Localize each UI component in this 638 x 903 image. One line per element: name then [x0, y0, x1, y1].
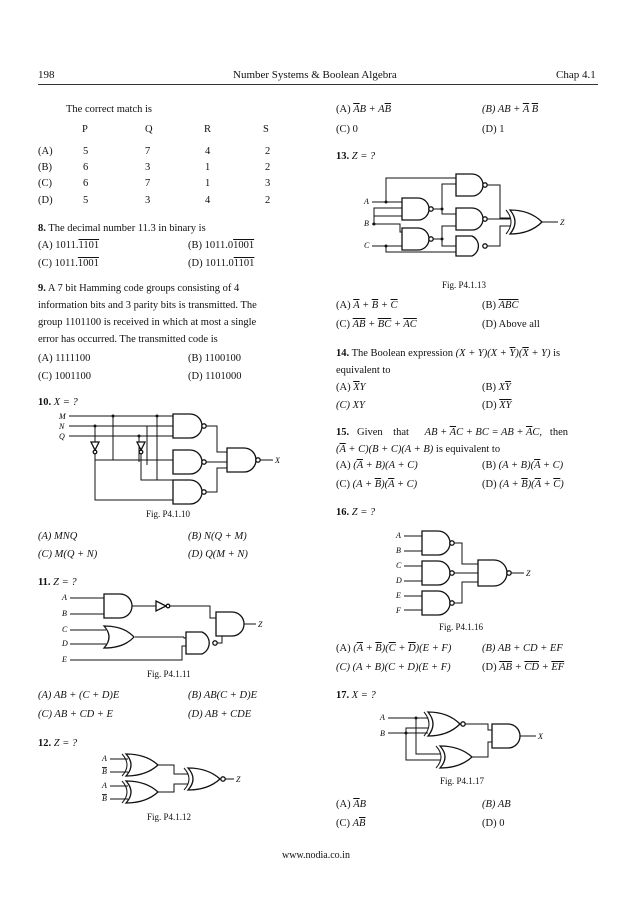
q16-prompt: Z = ?: [351, 507, 376, 518]
q12-option-c: (C) 0: [336, 124, 358, 135]
q11-option-c: (C) AB + CD + E: [38, 709, 113, 720]
q15-option-a: (A) $(\overline{A} + B)(A + C)$: [336, 460, 418, 471]
page-header-title: Number Systems & Boolean Algebra: [233, 69, 397, 81]
q12-stem: [38, 737, 77, 750]
q16-option-b: (B) AB + CD + EF: [482, 643, 563, 654]
q14-option-c: (C) XY: [336, 400, 365, 411]
q10-option-d: (D) Q(M + N): [188, 549, 248, 560]
output-label: Z: [526, 569, 531, 578]
opt-label: (B): [482, 382, 496, 393]
q8-text: The decimal number 11.3 in binary is: [48, 223, 206, 234]
q9-option-c: (C) 1001100: [38, 371, 91, 382]
output-label: Z: [258, 620, 263, 629]
output-label: X: [538, 732, 543, 741]
cell: 4: [205, 195, 211, 206]
q12-option-a: (A) $\overline{A}B + A\overline{B}$: [336, 104, 392, 115]
opt-label: (C): [336, 818, 350, 829]
q8-option-b: [188, 239, 254, 252]
nand-gate: [173, 480, 202, 504]
opt-label: (C): [336, 479, 350, 490]
nand-gate: [173, 450, 202, 474]
q9-option-b: (B) 1100100: [188, 353, 241, 364]
footer-url: www.nodia.co.in: [282, 850, 350, 861]
question-number: 12.: [38, 738, 52, 749]
q12-prompt: Z = ?: [53, 738, 78, 749]
q15-stem: 15. Given that AB + $\overline{A}C$ + BC = AB + $\overline{A}C$, then: [336, 427, 568, 438]
q10-option-c: (C) M(Q + N): [38, 549, 98, 560]
opt-int: 1011.0: [205, 258, 234, 269]
input-label: Q: [59, 432, 65, 441]
q13-prompt: Z = ?: [351, 151, 376, 162]
nand-gate: [173, 414, 202, 438]
input-label: N: [59, 422, 65, 431]
question-number: 9.: [38, 283, 46, 294]
input-label: B: [364, 219, 369, 228]
cell: 2: [265, 195, 271, 206]
opt-label: (D): [482, 662, 497, 673]
q11-stem: [38, 576, 77, 589]
input-label: F: [396, 606, 401, 615]
q8-option-d: [188, 257, 254, 270]
output-label: Z: [236, 775, 241, 784]
xnor-gate: [428, 712, 460, 736]
q10-stem: [38, 396, 78, 409]
row-label: (C): [38, 178, 52, 189]
input-label: C: [364, 241, 370, 250]
question-number: 13.: [336, 151, 350, 162]
q16-option-a: (A) $(\overline{A} + \overline{B})(\overline{C} + \overline{D})(E + F)$: [336, 643, 452, 654]
question-number: 11.: [38, 577, 51, 588]
opt-int: 1011.: [54, 258, 78, 269]
figure-p4-1-10-circuit: [55, 410, 295, 510]
nand-gate: [227, 448, 256, 472]
q14-text: is: [553, 348, 561, 359]
q17-option-c: (C) $A\overline{B}$: [336, 818, 366, 829]
q14-stem: 14. The Boolean expression $(X + Y)(X + \overline{Y})(\overline{X} + Y)$ is: [336, 348, 561, 359]
opt-label: (B) AB +: [482, 104, 521, 115]
input-label: D: [396, 576, 402, 585]
q14-line2: equivalent to: [336, 365, 391, 376]
cell: 3: [145, 195, 151, 206]
input-label: B: [102, 767, 107, 776]
opt-label: (A): [38, 240, 53, 251]
q14-option-d: (D) $\overline{XY}$: [482, 400, 512, 411]
page-number: 198: [38, 69, 55, 81]
opt-int: 1011.: [55, 240, 79, 251]
input-label: C: [396, 561, 402, 570]
figure-caption: Fig. P4.1.16: [439, 622, 484, 632]
opt-label: (A): [336, 382, 351, 393]
match-col-header: R: [204, 124, 212, 135]
output-label: X: [275, 456, 280, 465]
question-number: 17.: [336, 690, 350, 701]
row-label: (D): [38, 195, 53, 206]
input-label: A: [62, 593, 67, 602]
match-col-header: Q: [145, 124, 153, 135]
question-number: 8.: [38, 223, 46, 234]
q15-text: then: [549, 427, 568, 438]
figure-caption: Fig. P4.1.13: [442, 280, 487, 290]
input-label: E: [62, 655, 67, 664]
nand-gate: [456, 236, 478, 256]
and-gate: [216, 612, 244, 636]
input-label: A: [102, 781, 107, 790]
opt-label: (D): [482, 400, 497, 411]
cell: 4: [205, 146, 211, 157]
q9-option-a: (A) 1111100: [38, 353, 91, 364]
q13-option-d: (D) Above all: [482, 319, 540, 330]
q17-prompt: X = ?: [351, 690, 376, 701]
q14-text: The Boolean expression: [351, 348, 454, 359]
q15-line2: $(\overline{A} + C)(B + C)(A + B)$ is equivalent to: [336, 444, 501, 455]
chapter-label: Chap 4.1: [556, 69, 596, 81]
opt-bar: 1101: [233, 258, 255, 269]
match-col-header: P: [82, 124, 88, 135]
q14-option-b: (B) $X\overline{Y}$: [482, 382, 511, 393]
figure-caption: Fig. P4.1.17: [440, 776, 485, 786]
opt-label: (B): [188, 240, 202, 251]
cell: 6: [83, 178, 89, 189]
nand-gate: [478, 560, 507, 586]
xor-gate: [510, 210, 542, 234]
figure-p4-1-12-circuit: [98, 750, 258, 810]
question-number: 10.: [38, 397, 52, 408]
xor-gate: [126, 781, 158, 803]
q9-text: A 7 bit Hamming code groups consisting of 4: [47, 283, 240, 294]
q17-option-a: (A) $\overline{A}B$: [336, 799, 367, 810]
input-label: E: [396, 591, 401, 600]
q13-option-a: (A) $\overline{A} + \overline{B} + \overline{C}$: [336, 300, 398, 311]
q12-option-b: (B) AB + $\overline{A}$ $\overline{B}$: [482, 104, 539, 115]
figure-p4-1-13-circuit: [360, 168, 580, 258]
input-label: B: [62, 609, 67, 618]
nand-gate: [402, 228, 429, 250]
opt-bar: 1001: [233, 240, 255, 251]
q11-prompt: Z = ?: [53, 577, 77, 588]
q8-option-c: [38, 257, 99, 270]
q8-option-a: [38, 239, 99, 252]
q15-option-d: (D) $(A + \overline{B})(\overline{A} + \overline{C})$: [482, 479, 564, 490]
match-col-header: S: [263, 124, 269, 135]
cell: 5: [83, 195, 89, 206]
q16-option-d: (D) $\overline{AB} + \overline{CD} + \overline{EF}$: [482, 662, 565, 673]
q11-option-d: (D) AB + CDE: [188, 709, 252, 720]
nand-gate: [422, 561, 450, 585]
input-label: B: [380, 729, 385, 738]
q9-option-d: (D) 1101000: [188, 371, 242, 382]
cell: 6: [83, 162, 89, 173]
q8-stem: [38, 222, 206, 235]
input-label: C: [62, 625, 68, 634]
question-number: 15.: [336, 427, 350, 438]
and-gate: [186, 632, 209, 654]
opt-label: (A): [336, 300, 351, 311]
cell: 1: [205, 162, 211, 173]
nand-gate: [402, 198, 429, 220]
figure-caption: Fig. P4.1.10: [146, 509, 191, 519]
q17-option-b: (B) AB: [482, 799, 511, 810]
q17-option-d: (D) 0: [482, 818, 505, 829]
and-gate: [492, 724, 520, 748]
nand-gate: [422, 591, 450, 615]
or-gate: [104, 626, 134, 648]
cell: 3: [145, 162, 151, 173]
q9-line: information bits and 3 parity bits is transmitted. The: [38, 300, 257, 311]
opt-label: (A): [336, 104, 351, 115]
xnor-gate: [188, 768, 220, 790]
q16-stem: [336, 506, 375, 519]
cell: 7: [145, 146, 151, 157]
q9-line: group 1101100 is received in which at most a single: [38, 317, 257, 328]
match-intro: The correct match is: [66, 104, 152, 115]
input-label: A: [380, 713, 385, 722]
input-label: B: [102, 794, 107, 803]
input-label: M: [59, 412, 66, 421]
opt-label: (A): [336, 643, 351, 654]
opt-label: (D): [482, 479, 497, 490]
input-label: D: [62, 639, 68, 648]
figure-p4-1-16-circuit: [392, 526, 552, 618]
opt-bar: 1001: [77, 258, 99, 269]
q15-text: that: [393, 427, 409, 438]
q17-stem: [336, 689, 376, 702]
cell: 2: [265, 146, 271, 157]
question-number: 14.: [336, 348, 350, 359]
q13-stem: [336, 150, 375, 163]
input-label: A: [102, 754, 107, 763]
q9-line: [38, 280, 239, 297]
figure-caption: Fig. P4.1.12: [147, 812, 192, 822]
xor-gate: [126, 754, 158, 776]
opt-label: (C): [336, 319, 350, 330]
not-gate: [156, 601, 166, 611]
cell: 5: [83, 146, 89, 157]
not-gate: [91, 442, 99, 450]
q16-option-c: (C) (A + B)(C + D)(E + F): [336, 662, 451, 673]
opt-label: (A): [336, 799, 351, 810]
q10-option-a: (A) MNQ: [38, 531, 78, 542]
opt-label: (A): [336, 460, 351, 471]
input-label: A: [364, 197, 369, 206]
opt-label: (B): [482, 460, 496, 471]
q13-option-c: (C) $\overline{AB} + \overline{BC} + \overline{AC}$: [336, 319, 417, 330]
row-label: (B): [38, 162, 52, 173]
opt-bar: 1101: [78, 240, 100, 251]
nand-gate: [456, 208, 483, 230]
figure-caption: Fig. P4.1.11: [147, 669, 191, 679]
output-label: Z: [560, 218, 565, 227]
opt-int: 1011.0: [204, 240, 234, 251]
q14-option-a: (A) $\overline{X}Y$: [336, 382, 366, 393]
input-label: B: [396, 546, 401, 555]
figure-p4-1-11-circuit: [60, 590, 280, 670]
q10-option-b: (B) N(Q + M): [188, 531, 247, 542]
q12-option-d: (D) 1: [482, 124, 505, 135]
cell: 3: [265, 178, 271, 189]
header-rule: [38, 84, 598, 85]
row-label: (A): [38, 146, 53, 157]
opt-label: (C): [38, 258, 52, 269]
q11-option-a: (A) AB + (C + D)E: [38, 690, 120, 701]
q9-line: error has occurred. The transmitted code is: [38, 334, 218, 345]
nand-gate: [422, 531, 450, 555]
and-gate: [104, 594, 132, 618]
q15-option-c: (C) $(A + \overline{B})(\overline{A} + C)$: [336, 479, 418, 490]
q11-option-b: (B) AB(C + D)E: [188, 690, 257, 701]
q13-option-b: (B) $\overline{ABC}$: [482, 300, 519, 311]
q15-option-b: (B) $(A + B)(\overline{A} + C)$: [482, 460, 564, 471]
cell: 1: [205, 178, 211, 189]
q15-text: is equivalent to: [435, 444, 501, 455]
opt-label: (D): [188, 258, 203, 269]
xor-gate: [440, 746, 472, 768]
question-number: 16.: [336, 507, 350, 518]
figure-p4-1-17-circuit: [376, 708, 566, 774]
cell: 7: [145, 178, 151, 189]
input-label: A: [396, 531, 401, 540]
q10-prompt: X = ?: [53, 397, 78, 408]
not-gate: [137, 442, 145, 450]
cell: 2: [265, 162, 271, 173]
opt-label: (B): [482, 300, 496, 311]
nand-gate: [456, 174, 483, 196]
q15-text: Given: [357, 427, 383, 438]
